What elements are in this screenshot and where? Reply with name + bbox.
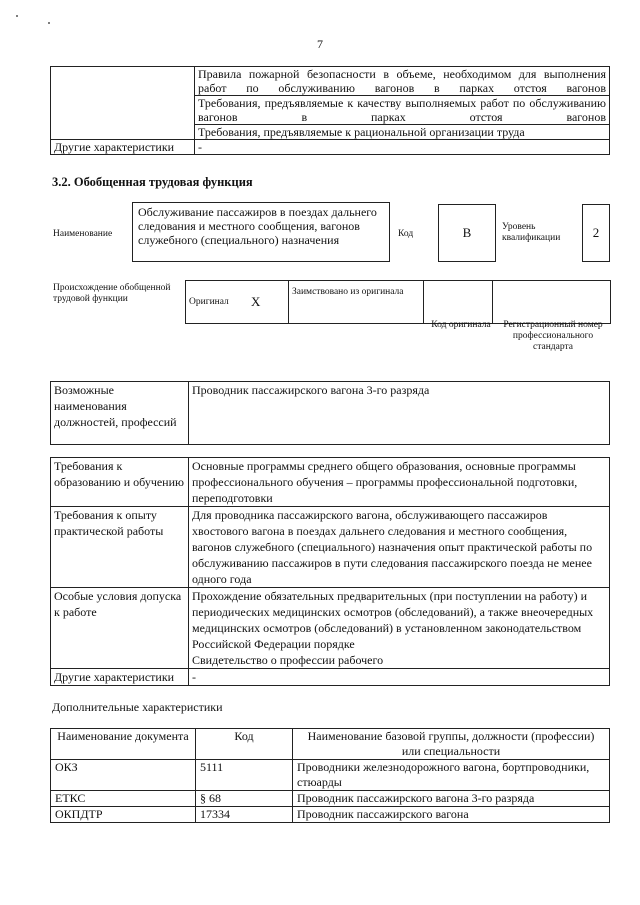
original-code-cell <box>424 281 493 324</box>
positions-value: Проводник пассажирского вагона 3-го разряда <box>189 382 610 445</box>
column-header: Наименование базовой группы, должности (профессии) или специальности <box>293 729 610 760</box>
name-cell: Проводник пассажирского вагона <box>293 807 610 823</box>
table-row <box>51 67 610 96</box>
document-cell: ОКПДТР <box>51 807 196 823</box>
requirement-value: Для проводника пассажирского вагона, обслуживающего пассажиров хвостового вагона в поездах дальнего следования и местного сообщения, вагонов служебного (специального) назначения опыт практической работы по обслуживанию пассажиров в пути следования пассажирского поезда не менее одного года <box>189 507 610 588</box>
column-header: Код <box>196 729 293 760</box>
code-cell: 17334 <box>196 807 293 823</box>
registration-number-caption: Регистрационный номер профессионального стандарта <box>503 320 603 352</box>
qualification-level-label: Уровень квалификации <box>502 222 561 243</box>
table-row <box>51 382 610 445</box>
name-cell: Проводники железнодорожного вагона, бортпроводники, стюарды <box>293 760 610 791</box>
requirements-table <box>50 457 610 686</box>
requirement-label: Требования к опыту практической работы <box>51 507 189 588</box>
name-cell: Проводник пассажирского вагона 3-го разряда <box>293 791 610 807</box>
document-cell: ЕТКС <box>51 791 196 807</box>
requirement-value: - <box>189 669 610 686</box>
function-code-box: B <box>438 204 496 262</box>
knowledge-item: Требования, предъявляемые к рациональной организации труда <box>195 125 610 140</box>
table-row <box>51 140 610 155</box>
knowledge-item: Требования, предъявляемые к качеству выполняемых работ по обслуживанию вагонов в парках отстоя вагонов <box>195 96 610 125</box>
borrowed-label: Заимствовано из оригинала <box>289 281 424 324</box>
table-row <box>51 760 610 791</box>
other-characteristics-label: Другие характеристики <box>51 140 195 155</box>
empty-label-cell <box>51 67 195 140</box>
section-title: 3.2. Обобщенная трудовая функция <box>52 175 253 189</box>
requirement-value <box>189 588 610 669</box>
qualification-level-box: 2 <box>582 204 610 262</box>
table-row <box>51 507 610 588</box>
page-number: 7 <box>317 37 323 51</box>
original-label: Оригинал <box>186 281 249 324</box>
origin-table <box>185 280 611 324</box>
knowledge-item: Правила пожарной безопасности в объеме, необходимом для выполнения работ по обслуживанию вагонов в парках отстоя вагонов <box>195 67 610 96</box>
requirement-label: Особые условия допуска к работе <box>51 588 189 669</box>
table-row <box>51 669 610 686</box>
requirement-label: Другие характеристики <box>51 669 189 686</box>
table-row <box>51 807 610 823</box>
origin-label: Происхождение обобщенной трудовой функции <box>53 283 171 304</box>
table-row <box>51 791 610 807</box>
column-header: Наименование документа <box>51 729 196 760</box>
original-mark: X <box>248 281 289 324</box>
requirement-value-text: Свидетельство о профессии рабочего <box>192 653 384 667</box>
table-row <box>186 281 611 324</box>
function-name-box: Обслуживание пассажиров в поездах дальнего следования и местного сообщения, вагонов служебного (специального) назначения <box>132 202 390 262</box>
name-label: Наименование <box>53 229 113 239</box>
positions-table <box>50 381 610 445</box>
requirement-value: Основные программы среднего общего образования, основные программы профессионального обучения – программы профессиональной подготовки, переподготовки <box>189 458 610 507</box>
requirement-label: Требования к образованию и обучению <box>51 458 189 507</box>
additional-table <box>50 728 610 823</box>
table-row <box>51 588 610 669</box>
registration-number-cell <box>493 281 611 324</box>
requirement-value-text: Прохождение обязательных предварительных (при поступлении на работу) и периодических медицинских осмотров (обследований), а также внеочередных медицинских осмотров (обследований) в установленном законодательством Российской Федерации порядке <box>192 589 594 651</box>
code-label: Код <box>398 229 414 239</box>
knowledge-table <box>50 66 610 155</box>
table-row <box>51 458 610 507</box>
other-characteristics-value: - <box>195 140 610 155</box>
additional-title: Дополнительные характеристики <box>52 700 223 714</box>
scan-speck <box>48 22 50 24</box>
code-cell: 5111 <box>196 760 293 791</box>
document-cell: ОКЗ <box>51 760 196 791</box>
positions-label: Возможные наименования должностей, профессий <box>51 382 189 445</box>
table-header-row <box>51 729 610 760</box>
code-original-caption: Код оригинала <box>431 320 491 330</box>
code-cell: § 68 <box>196 791 293 807</box>
scan-speck <box>16 15 18 17</box>
